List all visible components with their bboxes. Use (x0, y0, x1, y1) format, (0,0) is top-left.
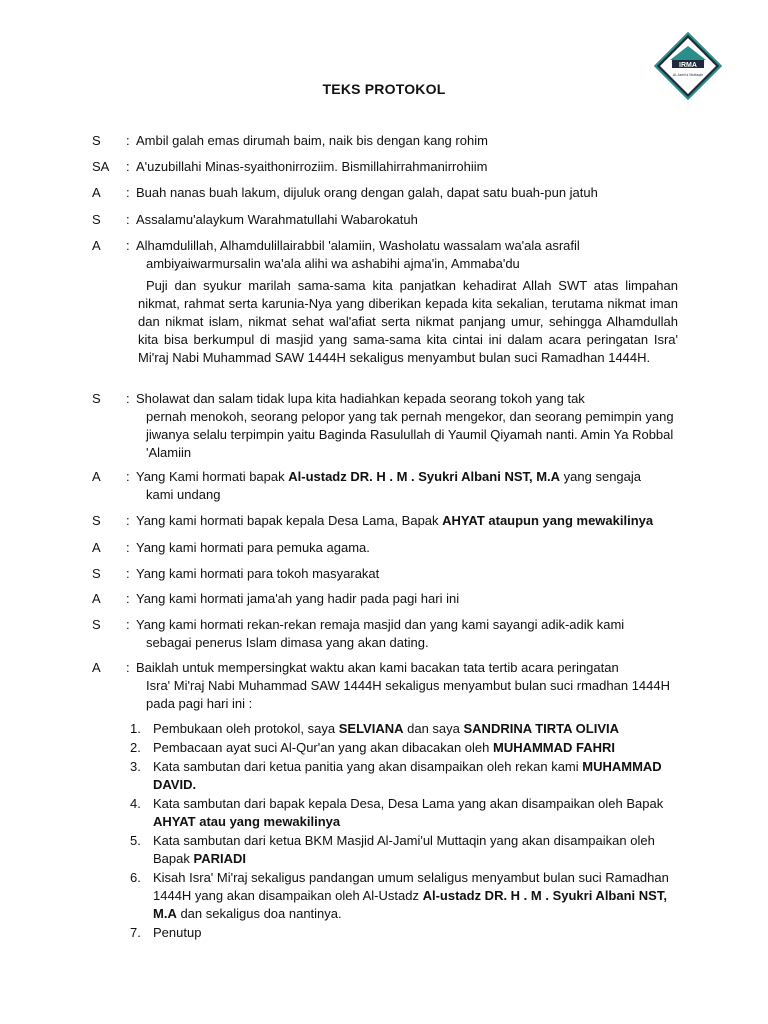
dialogue-text (136, 590, 692, 608)
speaker-label: S (92, 513, 101, 528)
dialogue-text (136, 616, 692, 652)
agenda-text: Kata sambutan dari ketua panitia yang akan disampaikan oleh rekan kami (153, 759, 583, 774)
opening-paragraph-text: Puji dan syukur marilah sama-sama kita panjatkan kehadirat Allah SWT atas limpahan nikmat, rahmat serta karunia-Nya yang diberikan kepada kita sekalian, terutama nikmat iman dan nikmat islam, nikmat sehat wal'afiat serta nikmat panjang umur, sehingga Alhamdullah kita bisa berkumpul di masjid yang sama-sama kita cintai ini dalam acara peringatan Isra' Mi'raj Nabi Muhammad SAW 1444H sekaligus menyambut bulan suci Ramadhan 1444H. (138, 278, 678, 365)
line-text-pre: Yang Kami hormati bapak (136, 469, 289, 484)
agenda-text: Pembukaan oleh protokol, saya (153, 721, 339, 736)
dialogue-text (136, 132, 692, 150)
colon-separator: : (126, 566, 130, 581)
agenda-text: Kata sambutan dari ketua BKM Masjid Al-Jami'ul Muttaqin yang akan disampaikan oleh Bapak (153, 833, 655, 866)
logo-subtitle: Al-Jami'ul Muttaqin (672, 73, 704, 77)
colon-separator: : (126, 159, 130, 174)
speaker-label: A (92, 591, 101, 606)
agenda-bold-name: SELVIANA (338, 721, 404, 736)
colon-separator: : (126, 617, 130, 632)
agenda-item (130, 924, 690, 942)
dialogue-text (136, 390, 692, 462)
agenda-bold-name: Al-ustadz DR. H . M . Syukri Albani NST, M.A (153, 888, 667, 921)
agenda-bold-name: PARIADI (193, 851, 246, 866)
colon-separator: : (126, 540, 130, 555)
agenda-bold-name-2: SANDRINA TIRTA OLIVIA (463, 721, 620, 736)
dialogue-line (92, 539, 692, 557)
dialogue-line (92, 590, 692, 608)
line-text-continued: pernah menokoh, seorang pelopor yang tak pernah mengekor, dan seorang pemimpin yang jiwanya selalu terpimpin yaitu Baginda Rasulullah di Yaumil Qiyamah nanti. Amin Ya Robbal 'Alamiin (146, 409, 674, 460)
agenda-item (130, 832, 690, 868)
agenda-text: Pembacaan ayat suci Al-Qur'an yang akan dibacakan oleh (153, 740, 493, 755)
logo-name: IRMA (679, 62, 697, 69)
dialogue-text (136, 565, 692, 583)
line-text-continued: ambiyaiwarmursalin wa'ala alihi wa ashabihi ajma'in, Ammaba'du (146, 256, 520, 271)
line-text: Assalamu'alaykum Warahmatullahi Wabarokatuh (136, 212, 418, 227)
line-text-continued: sebagai penerus Islam dimasa yang akan dating. (146, 635, 429, 650)
dialogue-text (136, 659, 692, 713)
dialogue-line (92, 237, 692, 273)
agenda-bold-name: MUHAMMAD FAHRI (492, 740, 616, 755)
line-text-post: yang sengaja (560, 469, 642, 484)
colon-separator: : (126, 591, 130, 606)
agenda-number: 3. (130, 759, 141, 774)
speaker-label: S (92, 391, 101, 406)
line-text-bold: AHYAT ataupun yang mewakilinya (442, 513, 654, 528)
agenda-text: Kata sambutan dari bapak kepala Desa, Desa Lama yang akan disampaikan oleh Bapak (153, 796, 664, 811)
line-text: Yang kami hormati para pemuka agama. (136, 540, 370, 555)
agenda-bold-name: MUHAMMAD DAVID. (153, 759, 662, 792)
speaker-label: S (92, 617, 101, 632)
colon-separator: : (126, 469, 130, 484)
dialogue-text (136, 211, 692, 229)
agenda-number: 1. (130, 721, 141, 736)
line-text: Buah nanas buah lakum, dijuluk orang dengan galah, dapat satu buah-pun jatuh (136, 185, 598, 200)
agenda-list (130, 720, 690, 943)
dialogue-line (92, 512, 692, 530)
agenda-text-mid: dan sekaligus doa nantinya. (176, 906, 342, 921)
agenda-number: 7. (130, 925, 141, 940)
line-text-pre: Yang kami hormati bapak kepala Desa Lama, Bapak (136, 513, 443, 528)
line-text: Yang kami hormati para tokoh masyarakat (136, 566, 380, 581)
opening-paragraph (138, 277, 678, 367)
dialogue-line (92, 659, 692, 713)
agenda-item (130, 720, 690, 738)
speaker-label: SA (92, 159, 110, 174)
dialogue-line (92, 468, 692, 504)
line-text: Ambil galah emas dirumah baim, naik bis dengan kang rohim (136, 133, 488, 148)
agenda-bold-name: AHYAT atau yang mewakilinya (153, 814, 341, 829)
agenda-number: 2. (130, 740, 141, 755)
line-text: Alhamdulillah, Alhamdulillairabbil 'alamiin, Washolatu wassalam wa'ala asrafil (136, 238, 580, 253)
page-title: TEKS PROTOKOL (322, 81, 446, 97)
speaker-label: S (92, 212, 101, 227)
agenda-number: 6. (130, 870, 141, 885)
dialogue-line (92, 565, 692, 583)
dialogue-text (136, 184, 692, 202)
agenda-item (130, 795, 690, 831)
speaker-label: A (92, 540, 101, 555)
colon-separator: : (126, 391, 130, 406)
dialogue-text (136, 158, 692, 176)
agenda-number: 5. (130, 833, 141, 848)
agenda-item (130, 739, 690, 757)
agenda-text-mid: dan saya (403, 721, 464, 736)
speaker-label: A (92, 185, 101, 200)
speaker-label: A (92, 469, 101, 484)
line-text: A'uzubillahi Minas-syaithonirroziim. Bismillahirrahmanirrohiim (136, 159, 488, 174)
line-text-continued: Isra' Mi'raj Nabi Muhammad SAW 1444H sekaligus menyambut bulan suci rmadhan 1444H pada pagi hari ini : (146, 678, 670, 711)
colon-separator: : (126, 660, 130, 675)
dialogue-line (92, 132, 692, 150)
agenda-text: Kisah Isra' Mi'raj sekaligus pandangan umum selaligus menyambut bulan suci Ramadhan 1444H yang akan disampaikan oleh Al-Ustadz (153, 870, 669, 903)
colon-separator: : (126, 513, 130, 528)
colon-separator: : (126, 238, 130, 253)
dialogue-line (92, 211, 692, 229)
dialogue-text (136, 512, 692, 530)
speaker-label: S (92, 133, 101, 148)
dialogue-line (92, 158, 692, 176)
agenda-item (130, 869, 690, 923)
colon-separator: : (126, 133, 130, 148)
line-text: Sholawat dan salam tidak lupa kita hadiahkan kepada seorang tokoh yang tak (136, 391, 585, 406)
agenda-number: 4. (130, 796, 141, 811)
speaker-label: S (92, 566, 101, 581)
agenda-item (130, 758, 690, 794)
dialogue-line (92, 616, 692, 652)
colon-separator: : (126, 212, 130, 227)
dialogue-text (136, 237, 692, 273)
line-text: Yang kami hormati rekan-rekan remaja masjid dan yang kami sayangi adik-adik kami (136, 617, 625, 632)
dialogue-line (92, 390, 692, 462)
dialogue-line (92, 184, 692, 202)
line-text: Baiklah untuk mempersingkat waktu akan kami bacakan tata tertib acara peringatan (136, 660, 619, 675)
speaker-label: A (92, 238, 101, 253)
dialogue-text (136, 539, 692, 557)
speaker-label: A (92, 660, 101, 675)
line-text-continued: kami undang (146, 487, 221, 502)
dialogue-text (136, 468, 692, 504)
line-text-bold: Al-ustadz DR. H . M . Syukri Albani NST, M.A (288, 469, 561, 484)
line-text: Yang kami hormati jama'ah yang hadir pada pagi hari ini (136, 591, 460, 606)
colon-separator: : (126, 185, 130, 200)
agenda-text: Penutup (153, 925, 202, 940)
